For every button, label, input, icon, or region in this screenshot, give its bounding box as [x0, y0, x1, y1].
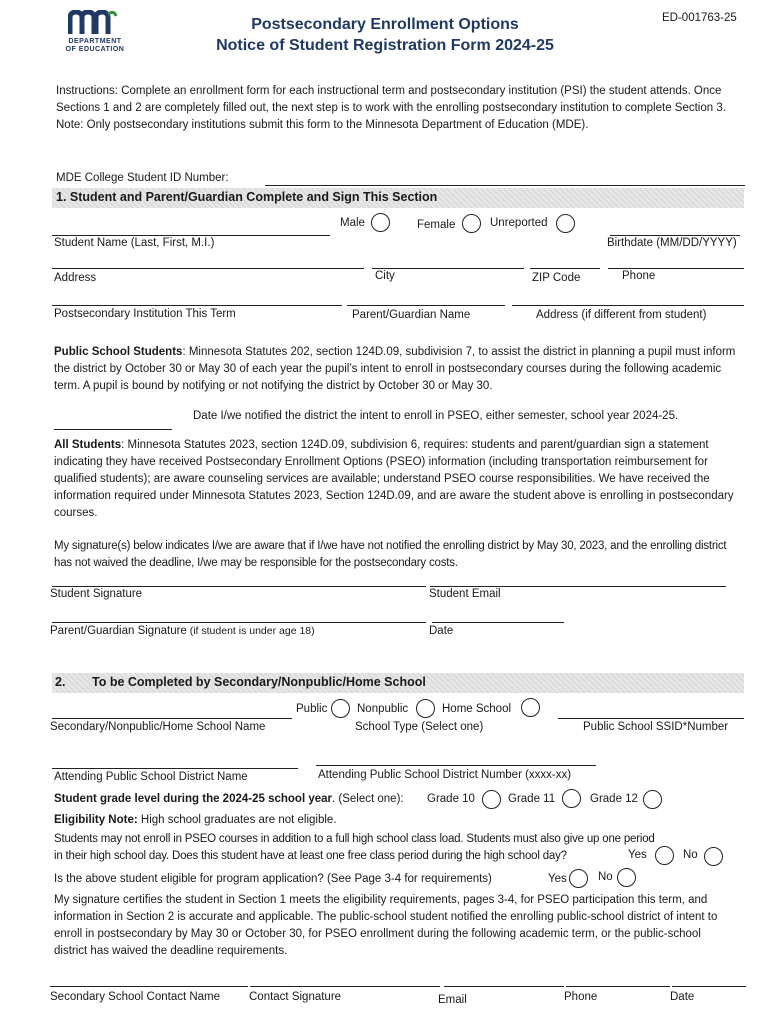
address-field[interactable] [52, 268, 364, 269]
contact-phone-field[interactable] [566, 986, 670, 987]
grade-level-select: . (Select one): [332, 793, 404, 805]
mde-id-field[interactable] [265, 185, 745, 186]
section1-heading: 1. Student and Parent/Guardian Complete and Sign This Section [56, 190, 438, 204]
form-subtitle: Notice of Student Registration Form 2024-25 [216, 37, 554, 54]
public-label: Public [296, 703, 328, 715]
signature-acknowledgement: My signature(s) below indicates I/we are aware that if I/we have not notified the enrolling district by May 30, 2023, and the enrolling district has not waived the deadline, I/we may be responsible for the postsecondary costs. [54, 540, 727, 569]
school-name-label: Secondary/Nonpublic/Home School Name [50, 721, 266, 733]
female-radio[interactable] [462, 214, 481, 233]
eligible-no-label: No [598, 871, 613, 883]
contact-signature-label: Contact Signature [249, 991, 342, 1003]
section2-heading: To be Completed by Secondary/Nonpublic/Home School [92, 675, 426, 689]
all-students-text: : Minnesota Statutes 2023, section 124D.09, subdivision 6, requires: students and parent/guardian sign a statement indicating they have received Postsecondary Enrollment Options (PSEO) information (including transportation reimbursement for qualified students); are aware counseling services are available; understand PSEO course responsibilities. We have received the information required under Minnesota Statutes 2023, Section 124D.09, and are aware the student above is enrolling in postsecondary courses. [54, 439, 734, 519]
school-type-label: School Type (Select one) [355, 721, 484, 733]
city-field[interactable] [372, 268, 524, 269]
student-email-label: Student Email [429, 588, 501, 600]
class-load-question: Students may not enroll in PSEO courses in addition to a full high school class load. Students must also give up one period in their high school day. Does this student have at least one free class period during the high school day? [54, 833, 655, 862]
birthdate-field[interactable] [610, 235, 740, 236]
district-number-field[interactable] [316, 765, 596, 766]
mde-id-label: MDE College Student ID Number: [56, 172, 229, 184]
eligibility-text: High school graduates are not eligible. [137, 814, 337, 826]
unreported-radio[interactable] [556, 214, 575, 233]
male-radio[interactable] [371, 213, 390, 232]
form-id: ED-001763-25 [662, 12, 737, 24]
eligible-no-radio[interactable] [617, 868, 636, 887]
public-radio[interactable] [331, 699, 350, 718]
home-school-radio[interactable] [521, 698, 540, 717]
grade10-label: Grade 10 [427, 793, 475, 805]
student-email-field[interactable] [430, 586, 726, 587]
eligibility-label: Eligibility Note: [54, 814, 138, 826]
contact-email-field[interactable] [444, 986, 564, 987]
contact-date-field[interactable] [672, 986, 746, 987]
date-notified-label: Date I/we notified the district the intent to enroll in PSEO, either semester, school year 2024-25. [193, 410, 679, 422]
public-school-text: : Minnesota Statutes 202, section 124D.09, subdivision 7, to assist the district in planning a pupil must inform the district by October 30 or May 30 of each year the pupil’s intent to enroll in postsecondary courses during the following academic term. A pupil is bound by notifying or not notifying the district by October 30 or May 30. [54, 346, 736, 392]
grade12-radio[interactable] [643, 790, 662, 809]
parent-name-label: Parent/Guardian Name [352, 309, 471, 321]
contact-name-label: Secondary School Contact Name [50, 991, 221, 1003]
school-name-field[interactable] [52, 718, 292, 719]
free-period-yes-radio[interactable] [655, 846, 674, 865]
parent-signature-note: (if student is under age 18) [186, 625, 315, 637]
student-name-label: Student Name (Last, First, M.I.) [54, 237, 215, 249]
eligibility-note [54, 814, 337, 826]
all-students-label: All Students [54, 439, 122, 451]
section2-header [52, 673, 744, 693]
date-notified-field[interactable] [54, 429, 172, 430]
mn-logo-icon [68, 10, 118, 36]
certification-text: My signature certifies the student in Section 1 meets the eligibility requirements, pages 3-4, for PSEO participation this term, and information in Section 2 is accurate and applicable. The public-school student notified the enrolling public-school district of intent to enroll in postsecondary by May 30 or October 30, for PSEO enrollment during the following academic term, or the public-school district has waived the deadline requirements. [54, 894, 718, 957]
parent-date-field[interactable] [432, 622, 564, 623]
public-school-notice [54, 344, 742, 395]
grade11-radio[interactable] [562, 789, 581, 808]
parent-address-field[interactable] [512, 305, 744, 306]
student-signature-field[interactable] [52, 586, 426, 587]
parent-name-field[interactable] [347, 305, 505, 306]
zip-label: ZIP Code [532, 272, 581, 284]
grade11-label: Grade 11 [508, 793, 556, 805]
birthdate-label: Birthdate (MM/DD/YYYY) [607, 237, 737, 249]
logo-text-line1: DEPARTMENT [68, 38, 122, 45]
parent-signature-field[interactable] [52, 622, 426, 623]
grade-level-label: Student grade level during the 2024-25 school year [54, 793, 333, 805]
nonpublic-radio[interactable] [416, 699, 435, 718]
city-label: City [375, 270, 395, 282]
phone-label: Phone [622, 270, 656, 282]
student-name-field[interactable] [52, 235, 330, 236]
section1-header [52, 188, 744, 208]
district-number-label: Attending Public School District Number (xxxx-xx) [318, 769, 572, 781]
free-period-no-label: No [683, 849, 698, 861]
zip-field[interactable] [530, 268, 600, 269]
male-label: Male [340, 217, 365, 229]
grade10-radio[interactable] [482, 790, 501, 809]
contact-date-label: Date [670, 991, 695, 1003]
grade12-label: Grade 12 [590, 793, 638, 805]
institution-label: Postsecondary Institution This Term [54, 308, 236, 320]
logo-text-line2: OF EDUCATION [65, 46, 125, 53]
home-school-label: Home School [442, 703, 512, 715]
eligible-yes-radio[interactable] [569, 869, 588, 888]
phone-field[interactable] [608, 268, 744, 269]
unreported-label: Unreported [490, 217, 548, 229]
student-signature-label: Student Signature [50, 588, 143, 600]
nonpublic-label: Nonpublic [357, 703, 409, 715]
contact-email-label: Email [438, 994, 467, 1006]
all-students-notice [54, 437, 742, 522]
form-title: Postsecondary Enrollment Options [251, 16, 519, 33]
institution-field[interactable] [52, 305, 342, 306]
address-label: Address [54, 272, 97, 284]
female-label: Female [417, 219, 456, 231]
free-period-yes-label: Yes [628, 849, 647, 861]
grade-level-question [54, 793, 404, 805]
contact-phone-label: Phone [564, 991, 598, 1003]
free-period-no-radio[interactable] [704, 847, 723, 866]
parent-address-label: Address (if different from student) [536, 309, 707, 321]
parent-signature-text: Parent/Guardian Signature [50, 625, 187, 637]
ssid-label: Public School SSID*Number [583, 721, 729, 733]
section2-number: 2. [55, 675, 66, 689]
contact-signature-field[interactable] [250, 986, 440, 987]
parent-signature-label [50, 625, 315, 637]
parent-date-label: Date [429, 625, 454, 637]
ssid-field[interactable] [558, 718, 744, 719]
eligible-yes-label: Yes [548, 873, 567, 885]
instructions: Instructions: Complete an enrollment form for each instructional term and postsecondary institution (PSI) the student attends. Once Sections 1 and 2 are completely filled out, the next step is to work with the enrolling postsecondary institution to complete Section 3. Note: Only postsecondary institutions submit this form to the Minnesota Department of Education (MDE). [56, 85, 726, 131]
public-school-label: Public School Students [54, 346, 183, 358]
district-name-label: Attending Public School District Name [54, 771, 248, 783]
contact-name-field[interactable] [50, 986, 248, 987]
eligible-question: Is the above student eligible for program application? (See Page 3-4 for requirements) [54, 873, 492, 885]
district-name-field[interactable] [52, 768, 298, 769]
